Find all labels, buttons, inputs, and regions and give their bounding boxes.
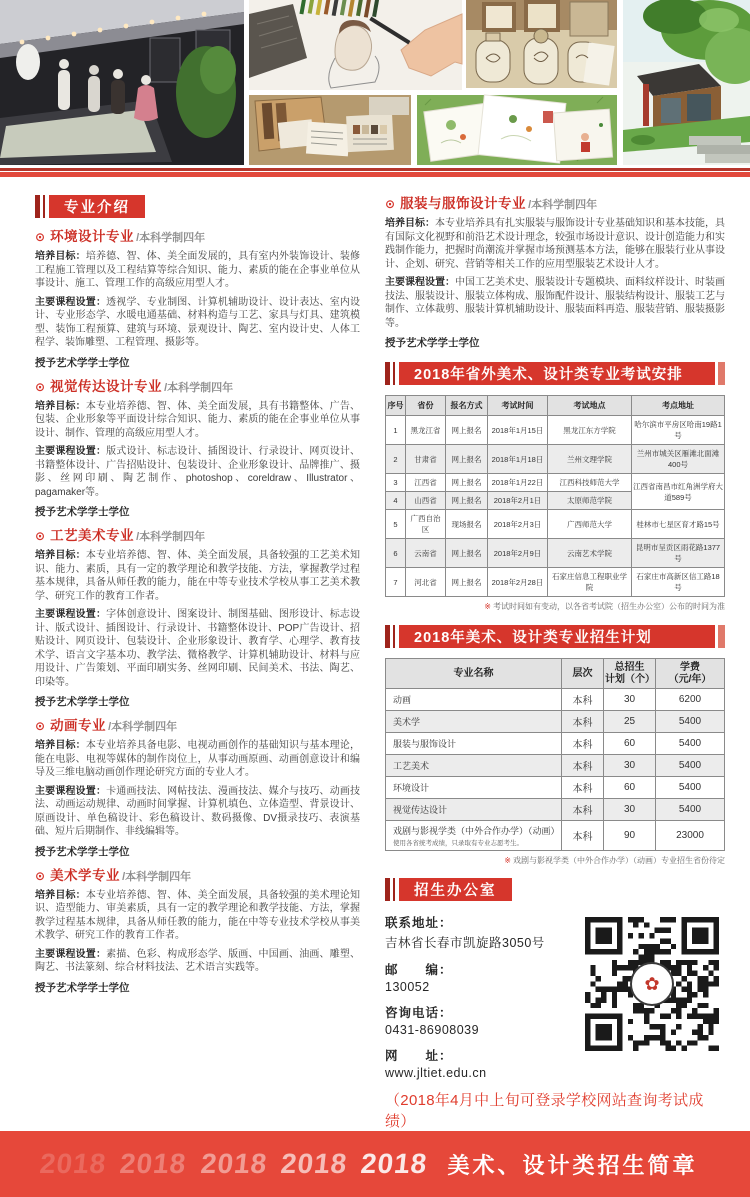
footer-year: 2018 (38, 1148, 108, 1179)
column-header: 报名方式 (446, 396, 488, 416)
courses-label: 主要课程设置： (35, 609, 107, 620)
section-title: 2018年省外美术、设计类专业考试安排 (414, 367, 683, 383)
table-row (386, 799, 725, 821)
table-cell: 5400 (656, 777, 725, 799)
table-cell: 90 (604, 821, 656, 851)
major-name: 视觉传达设计专业 (50, 378, 163, 394)
section-header-enrollment-plan (385, 625, 725, 648)
exam-schedule-table (385, 395, 725, 597)
bullet-dot-icon: ⊙ (385, 197, 396, 211)
major-heading (35, 527, 360, 546)
table-cell: 兰州市城关区雁滩北面滩400号 (632, 445, 725, 474)
table-cell: 2018年1月15日 (488, 416, 548, 445)
major-duration: /本科学制四年 (136, 232, 206, 244)
major-name: 动画专业 (50, 718, 107, 733)
office-contact-block (385, 911, 725, 1080)
table-cell: 5400 (656, 711, 725, 733)
footer-band (0, 1131, 750, 1197)
section-title: 2018年美术、设计类专业招生计划 (414, 630, 652, 646)
banner-endcap (718, 362, 725, 385)
fashion-exhibition-photo (0, 0, 244, 165)
table-cell: 本科 (562, 799, 604, 821)
table-row (386, 689, 725, 711)
table-cell: 现场报名 (446, 510, 488, 539)
major-heading (35, 378, 360, 397)
table-cell: 山西省 (406, 492, 446, 510)
section-header-admissions-office (385, 878, 725, 901)
major-name: 工艺美术专业 (50, 528, 135, 543)
major-block-visual-communication (35, 378, 360, 520)
table-cell: 广西自治区 (406, 510, 446, 539)
table-row (386, 416, 725, 445)
goal-label: 培养目标： (35, 400, 86, 412)
banner-bar-icon (393, 878, 395, 901)
table-cell: 本科 (562, 755, 604, 777)
table-cell: 6 (386, 539, 406, 568)
table-row (386, 474, 725, 492)
column-header: 考试地点 (548, 396, 632, 416)
table-cell: 本科 (562, 733, 604, 755)
courses-paragraph (35, 785, 360, 839)
table-cell: 本科 (562, 689, 604, 711)
table-cell: 江西科技师范大学 (548, 474, 632, 492)
degree-line: 授予艺术学学士学位 (35, 845, 130, 858)
contact-label: 邮 编： (385, 963, 453, 977)
table-cell: 广西师范大学 (548, 510, 632, 539)
column-header: 学费 （元/年） (656, 659, 725, 689)
major-duration: /本科学制四年 (164, 381, 234, 394)
courses-label: 主要课程设置： (35, 446, 107, 457)
major-name: 服装与服饰设计专业 (400, 196, 527, 211)
goal-paragraph (35, 250, 360, 291)
table-cell: 云南艺术学院 (548, 539, 632, 568)
table-cell: 云南省 (406, 539, 446, 568)
courses-text: 字体创意设计、图案设计、制图基础、图形设计、标志设计、版式设计、插图设计、行录设计、书籍整体设计、POP广告设计、招贴设计、网页设计、包装设计、企业形象设计、教育学、心理学、教育技术学、语言文字基本功、教学法、微格教学、计算机辅助设计、材料与应用设计、广告策划、平面印刷实务、丝网印刷、民间美术、书法、陶艺、印染等。 (35, 609, 361, 688)
table-cell: 2 (386, 445, 406, 474)
fashion-sketching-photo (249, 0, 462, 90)
score-query-note: （2018年4月中上旬可登录学校网站查询考试成绩） (385, 1092, 704, 1130)
goal-text: 本专业培养德、智、体、美全面发展，具备较强的美术理论知识、造型能力、审美素质，具有一定的教学理论和教学技能、方法，掌握教学过程基本规律，具备从师任教的能力，能在中等专业技术学校从事美术教学、研究工作的教育工作者。 (35, 889, 361, 941)
major-heading (385, 195, 725, 214)
courses-label: 主要课程设置： (35, 785, 107, 797)
table-row (386, 445, 725, 474)
degree-line: 授予艺术学学士学位 (385, 337, 480, 349)
section-header-majors (35, 195, 360, 218)
table-cell: 戏剧与影视学类（中外合作办学）（动画） 使用各省统考成绩，只录取有专业志愿考生。 (386, 821, 562, 851)
degree-line: 授予艺术学学士学位 (35, 506, 130, 518)
courses-paragraph (385, 276, 725, 330)
table-cell: 30 (604, 755, 656, 777)
table-row (386, 755, 725, 777)
photo-collage (0, 0, 750, 166)
enrollment-plan-table (385, 658, 725, 851)
goal-label: 培养目标： (35, 740, 86, 751)
table-cell: 网上报名 (446, 539, 488, 568)
table-cell: 5400 (656, 733, 725, 755)
banner-bar-icon (43, 195, 45, 218)
table-cell: 网上报名 (446, 568, 488, 597)
goal-text: 本专业培养德、智、体、美全面发展，具备较强的工艺美术知识、能力、素质，具有一定的教学理论和教学技能、方法，掌握教学过程基本规律，具备从师任教的能力，能在中等专业技术学校从事工艺美术教学、研究工作的教育工作者。 (35, 550, 361, 602)
courses-text: 版式设计、标志设计、插图设计、行录设计、网页设计、书籍整体设计、广告招贴设计、包装设计、企业形象设计、品牌推广、摄影、丝网印刷、陶艺制作、photoshop、coreldraw、Illustrator、pagamaker等。 (35, 446, 361, 498)
table-cell: 3 (386, 474, 406, 492)
table-cell: 动画 (386, 689, 562, 711)
courses-text: 中国工艺美术史、服装设计专题模块、面料纹样设计、时装画技法、服装设计、服装立体构成、服饰配件设计、服装结构设计、服装工艺与制作、立体裁剪、服装计算机辅助设计、服装面料再造、服装营销、服装摄影等。 (385, 277, 725, 329)
contact-label: 咨询电话： (385, 1006, 453, 1020)
courses-label: 主要课程设置： (385, 277, 455, 288)
column-header: 考试时间 (488, 396, 548, 416)
major-block-animation (35, 717, 360, 859)
goal-paragraph (35, 549, 360, 603)
table-cell: 2018年1月18日 (488, 445, 548, 474)
bullet-dot-icon: ⊙ (35, 230, 46, 244)
table-cell: 石家庄信息工程职业学院 (548, 568, 632, 597)
goal-label: 培养目标： (35, 550, 86, 561)
courses-text: 卡通画技法、网帖技法、漫画技法、媒介与技巧、动画技法、动画运动规律、动画时间掌握、计算机填色、立体造型、背景设计、原画设计、单色稿设计、彩色稿设计、数码摄像、DV摄录技巧、表演基础、短片后期制作、非线编辑等。 (35, 785, 361, 837)
banner-bar-icon (393, 362, 395, 385)
column-header: 序号 (386, 396, 406, 416)
contact-website: www.jltiet.edu.cn (385, 1066, 487, 1080)
table-cell: 30 (604, 799, 656, 821)
illustrated-cards-photo (417, 95, 617, 165)
table-cell: 工艺美术 (386, 755, 562, 777)
table-cell: 甘肃省 (406, 445, 446, 474)
courses-paragraph (35, 445, 360, 499)
major-heading (35, 717, 360, 736)
table-cell: 23000 (656, 821, 725, 851)
table-cell: 6200 (656, 689, 725, 711)
column-header: 省份 (406, 396, 446, 416)
footer-year: 2018 (199, 1148, 269, 1179)
major-name: 美术学专业 (50, 867, 121, 883)
contact-info (385, 911, 581, 1080)
goal-paragraph (35, 400, 360, 441)
table-cell: 7 (386, 568, 406, 597)
table-row (386, 510, 725, 539)
bullet-dot-icon: ⊙ (35, 868, 46, 883)
architecture-watercolor-photo (623, 0, 750, 165)
footer-year: 2018 (279, 1148, 349, 1179)
bullet-dot-icon: ⊙ (35, 529, 46, 543)
goal-label: 培养目标： (35, 889, 86, 901)
table-cell: 本科 (562, 711, 604, 733)
table-cell: 1 (386, 416, 406, 445)
table-cell: 5400 (656, 799, 725, 821)
table-cell: 本科 (562, 821, 604, 851)
footer-year: 2018 (359, 1148, 430, 1179)
banner-bar-icon (385, 625, 390, 648)
footer-year: 2018 (118, 1148, 189, 1179)
design-boards-photo (249, 95, 411, 165)
table-cell: 江西省南昌市红角洲学府大道589号 (632, 474, 725, 510)
banner-bar-icon (35, 195, 40, 218)
table-cell: 60 (604, 733, 656, 755)
courses-label: 主要课程设置： (35, 948, 107, 960)
flower-emblem-icon: ✿ (644, 973, 660, 994)
goal-text: 培养德、智、体、美全面发展的，具有室内外装饰设计、装修工程施工管理以及工程结算等综合知识、能力、素质的能在企事业单位从事设计、施工、管理工作的高级应用型人才。 (35, 251, 361, 289)
major-heading (35, 228, 360, 247)
banner-bar-icon (385, 878, 390, 901)
table-cell: 黑龙江省 (406, 416, 446, 445)
table-cell: 哈尔滨市平房区哈南19路1号 (632, 416, 725, 445)
table-row (386, 821, 725, 851)
table-header-row (386, 659, 725, 689)
table-cell: 网上报名 (446, 416, 488, 445)
table-cell: 5400 (656, 755, 725, 777)
table-cell: 本科 (562, 777, 604, 799)
table-cell: 网上报名 (446, 474, 488, 492)
goal-paragraph (35, 739, 360, 780)
contact-label: 联系地址： (385, 916, 453, 930)
table-cell: 黑龙江东方学院 (548, 416, 632, 445)
right-column (385, 195, 725, 1131)
courses-paragraph (35, 296, 360, 350)
table-header-row (386, 396, 725, 416)
table-row (386, 568, 725, 597)
table-row (386, 539, 725, 568)
table-cell: 环境设计 (386, 777, 562, 799)
major-block-fine-arts (35, 867, 360, 995)
glass-jars-photo (466, 0, 617, 88)
courses-text: 透视学、专业制图、计算机辅助设计、设计表达、室内设计、专业形态学、水暖电通基础、材料构造与工艺、家具与灯具、建筑模型、装饰工程预算、建筑与环境、景观设计、陶艺、室内设计史、人体工程学、装饰雕塑、工程管理、摄影等。 (35, 296, 361, 348)
contact-phone: 0431-86908039 (385, 1023, 480, 1037)
courses-paragraph (35, 948, 360, 975)
left-column (35, 195, 360, 1131)
banner-bar-icon (385, 362, 390, 385)
exam-note: ※ 考试时间如有变动，以各省考试院（招生办公室）公布的时间为准 (484, 602, 725, 611)
major-block-arts-crafts (35, 527, 360, 709)
courses-label: 主要课程设置： (35, 296, 107, 308)
column-header: 总招生 计划（个） (604, 659, 656, 689)
contact-address: 吉林省长春市凯旋路3050号 (385, 936, 545, 950)
table-cell: 视觉传达设计 (386, 799, 562, 821)
reference-mark-icon: ※ (504, 856, 511, 865)
goal-text: 本专业培养德、智、体、美全面发展，具有书籍整体、广告、包装、企业形象等平面设计综合知识、能力、素质的能在企事业单位从事设计、制作、管理的高级应用型人才。 (35, 400, 361, 439)
major-block-fashion-design (385, 195, 725, 350)
major-duration: /本科学制四年 (122, 870, 192, 883)
goal-paragraph (385, 217, 725, 271)
qr-code-block (585, 917, 719, 1051)
major-block-environment-design (35, 228, 360, 370)
table-cell: 30 (604, 689, 656, 711)
plan-note: ※ 戏剧与影视学类（中外合作办学）（动画）专业招生省份待定 (504, 856, 725, 865)
goal-text: 本专业培养具有扎实服装与服饰设计专业基础知识和基本技能，具有国际文化视野和前沿艺术设计理念，较强市场设计意识、设计创造能力和实践制作能力，把握时尚潮流并掌握市场预测基本方法，能够在服装行业从事设计、企划、研究、营销等相关工作的应用型服装艺术设计人才。 (385, 218, 725, 270)
degree-line: 授予艺术学学士学位 (35, 981, 130, 994)
table-row (386, 777, 725, 799)
table-cell: 2018年2月1日 (488, 492, 548, 510)
major-name: 环境设计专业 (50, 229, 135, 244)
major-heading (35, 867, 360, 886)
table-row (386, 711, 725, 733)
table-cell: 太原师范学院 (548, 492, 632, 510)
major-duration: /本科学制四年 (528, 199, 598, 211)
table-cell: 60 (604, 777, 656, 799)
goal-text: 本专业培养具备电影、电视动画创作的基础知识与基本理论，能在电影、电视等媒体的制作岗位上，从事动画原画、动画创意设计和编导及三维电脑动画创作理论研究方面的专业人才。 (35, 740, 361, 778)
column-header: 考点地址 (632, 396, 725, 416)
courses-text: 素描、色彩、构成形态学、版画、中国画、油画、雕塑、陶艺、书法篆刻、综合材料技法、艺术语言实践等。 (35, 948, 361, 973)
main-content (0, 177, 750, 1131)
table-cell: 桂林市七星区育才路15号 (632, 510, 725, 539)
goal-label: 培养目标： (35, 251, 86, 262)
table-row (386, 733, 725, 755)
banner-endcap (718, 625, 725, 648)
school-seal-icon (630, 962, 674, 1006)
table-cell: 服装与服饰设计 (386, 733, 562, 755)
table-cell: 2018年2月9日 (488, 539, 548, 568)
table-cell: 2018年2月3日 (488, 510, 548, 539)
table-cell: 石家庄市高新区信工路18号 (632, 568, 725, 597)
goal-label: 培养目标： (385, 218, 435, 229)
table-cell: 兰州文理学院 (548, 445, 632, 474)
degree-line: 授予艺术学学士学位 (35, 696, 130, 708)
table-cell: 2018年1月22日 (488, 474, 548, 492)
contact-label: 网 址： (385, 1049, 453, 1063)
table-cell: 网上报名 (446, 445, 488, 474)
table-cell: 25 (604, 711, 656, 733)
contact-postcode: 130052 (385, 980, 430, 994)
table-cell: 美术学 (386, 711, 562, 733)
major-duration: /本科学制四年 (136, 531, 206, 543)
major-duration: /本科学制四年 (108, 721, 178, 733)
courses-paragraph (35, 608, 360, 689)
section-title: 招生办公室 (414, 883, 497, 899)
banner-bar-icon (393, 625, 395, 648)
reference-mark-icon: ※ (484, 602, 491, 611)
degree-line: 授予艺术学学士学位 (35, 356, 130, 369)
footer-title: 美术、设计类招生简章 (447, 1152, 698, 1178)
table-cell: 江西省 (406, 474, 446, 492)
table-cell: 河北省 (406, 568, 446, 597)
column-header: 专业名称 (386, 659, 562, 689)
column-header: 层次 (562, 659, 604, 689)
red-divider-line (0, 168, 750, 171)
table-cell: 4 (386, 492, 406, 510)
section-header-exam-schedule (385, 362, 725, 385)
table-cell: 2018年2月28日 (488, 568, 548, 597)
table-cell: 网上报名 (446, 492, 488, 510)
section-title: 专业介绍 (64, 200, 130, 216)
table-cell: 5 (386, 510, 406, 539)
bullet-dot-icon: ⊙ (35, 379, 46, 394)
goal-paragraph (35, 889, 360, 943)
table-cell: 昆明市呈贡区雨花路1377号 (632, 539, 725, 568)
bullet-dot-icon: ⊙ (35, 719, 46, 733)
